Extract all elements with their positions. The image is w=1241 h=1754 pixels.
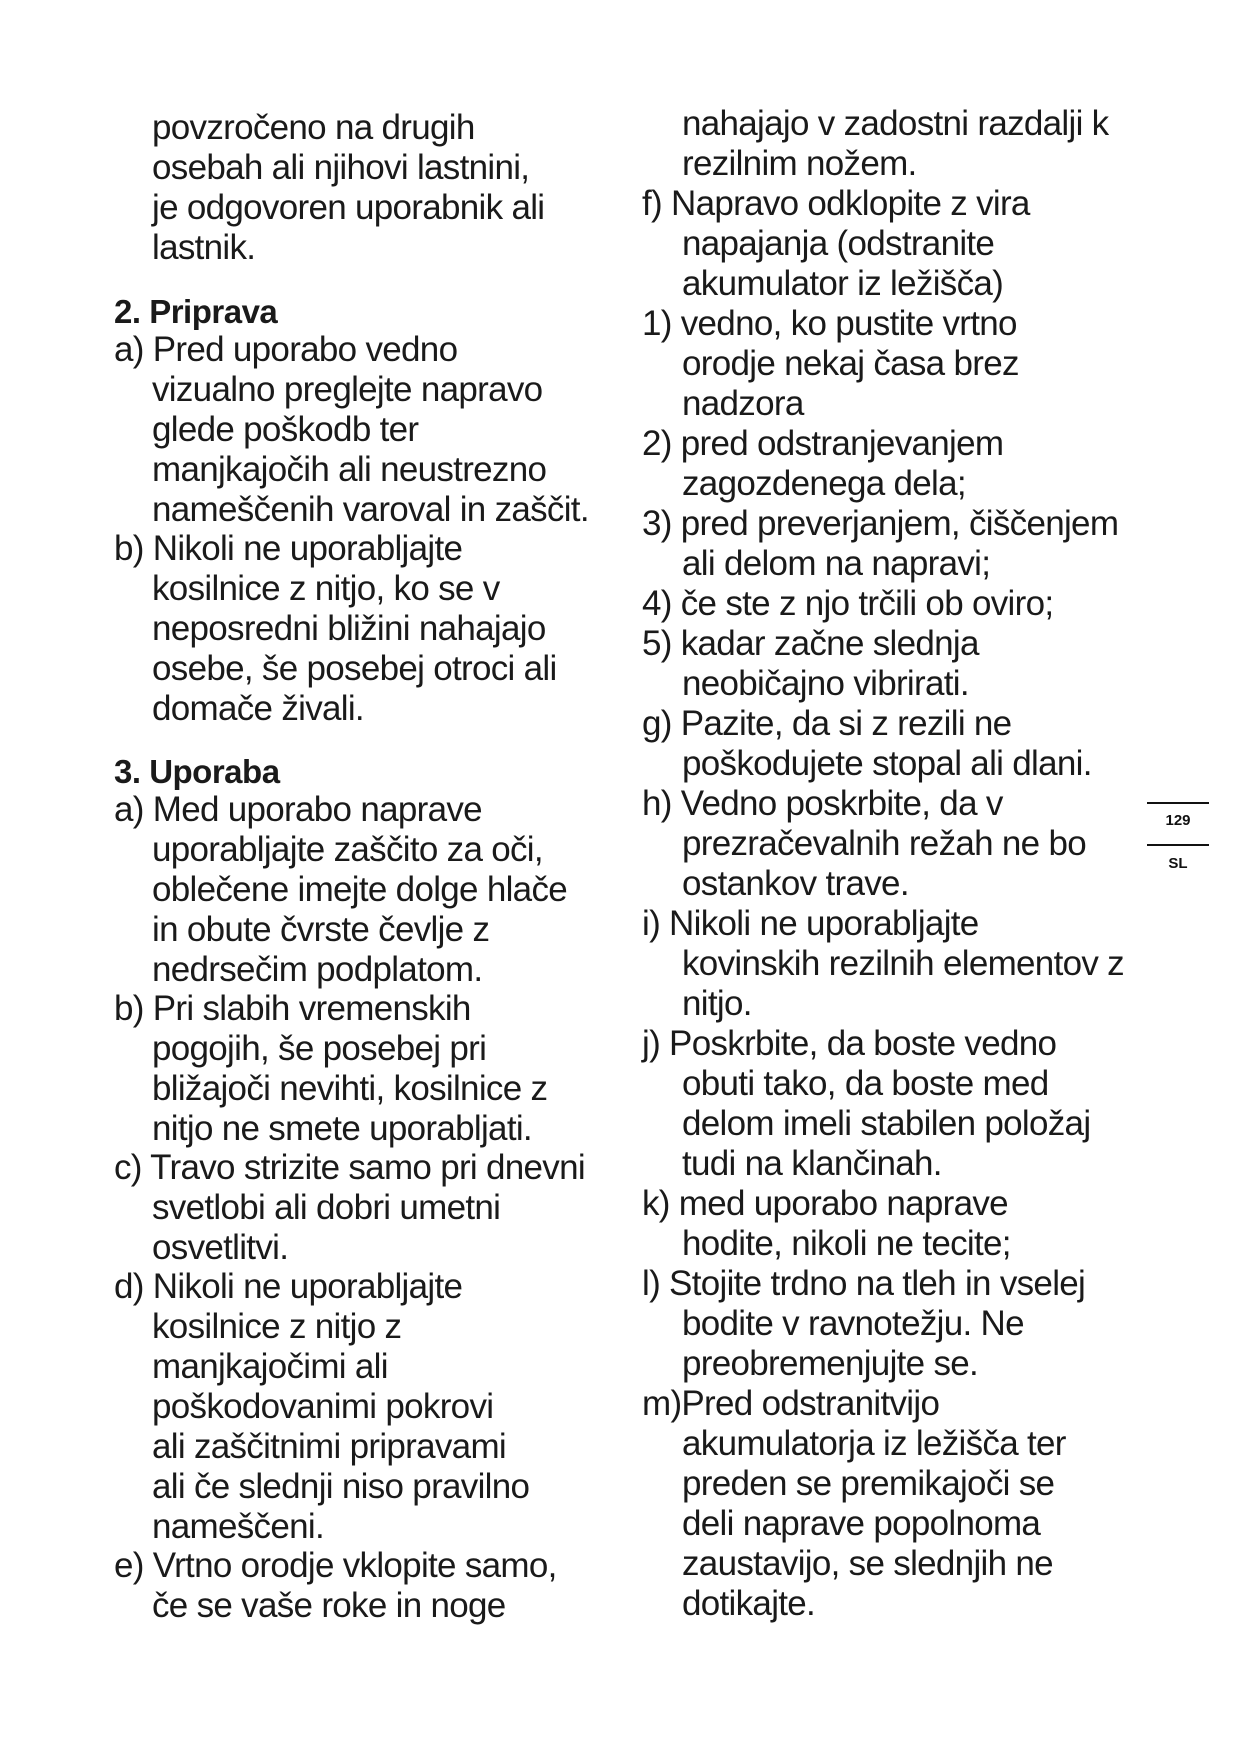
- text-line: nahajajo v zadostni razdalji k: [682, 104, 1109, 143]
- text-line: akumulatorja iz ležišča ter: [682, 1424, 1066, 1463]
- text-line: a) Med uporabo naprave: [114, 790, 482, 829]
- text-line: nadzora: [682, 384, 804, 423]
- text-line: g) Pazite, da si z rezili ne: [642, 704, 1012, 743]
- text-line: ostankov trave.: [682, 864, 909, 903]
- divider: [1147, 844, 1209, 846]
- text-line: obuti tako, da boste med: [682, 1064, 1049, 1103]
- text-line: neposredni bližini nahajajo: [152, 609, 546, 648]
- text-line: manjkajočimi ali: [152, 1347, 388, 1386]
- text-line: bližajoči nevihti, kosilnice z: [152, 1069, 548, 1108]
- text-line: zagozdenega dela;: [682, 464, 966, 503]
- text-line: in obute čvrste čevlje z: [152, 910, 490, 949]
- text-line: l) Stojite trdno na tleh in vselej: [642, 1264, 1086, 1303]
- text-line: preobremenjujte se.: [682, 1344, 979, 1383]
- text-line: deli naprave popolnoma: [682, 1504, 1041, 1543]
- text-line: prezračevalnih režah ne bo: [682, 824, 1087, 863]
- text-line: vizualno preglejte napravo: [152, 370, 543, 409]
- text-line: delom imeli stabilen položaj: [682, 1104, 1091, 1143]
- text-line: nedrsečim podplatom.: [152, 950, 483, 989]
- text-line: zaustavijo, se slednjih ne: [682, 1544, 1053, 1583]
- text-line: 1) vedno, ko pustite vrtno: [642, 304, 1017, 343]
- text-line: lastnik.: [152, 228, 256, 267]
- text-line: 3) pred preverjanjem, čiščenjem: [642, 504, 1119, 543]
- text-line: h) Vedno poskrbite, da v: [642, 784, 1003, 823]
- text-line: poškodujete stopal ali dlani.: [682, 744, 1092, 783]
- page-number: 129: [1165, 812, 1191, 829]
- text-line: ali delom na napravi;: [682, 544, 991, 583]
- text-line: m)Pred odstranitvijo: [642, 1384, 940, 1423]
- text-line: e) Vrtno orodje vklopite samo,: [114, 1546, 557, 1585]
- text-line: oblečene imejte dolge hlače: [152, 870, 568, 909]
- text-line: c) Travo strizite samo pri dnevni: [114, 1148, 585, 1187]
- text-line: 4) če ste z njo trčili ob oviro;: [642, 584, 1054, 623]
- section-heading-uporaba: 3. Uporaba: [114, 753, 280, 790]
- text-line: akumulator iz ležišča): [682, 264, 1004, 303]
- text-line: uporabljajte zaščito za oči,: [152, 830, 543, 869]
- text-line: manjkajočih ali neustrezno: [152, 450, 547, 489]
- text-line: f) Napravo odklopite z vira: [642, 184, 1030, 223]
- text-line: k) med uporabo naprave: [642, 1184, 1008, 1223]
- text-line: glede poškodb ter: [152, 410, 419, 449]
- text-line: je odgovoren uporabnik ali: [152, 188, 545, 227]
- section-heading-priprava: 2. Priprava: [114, 293, 278, 330]
- text-line: nameščenih varoval in zaščit.: [152, 490, 589, 529]
- text-line: kovinskih rezilnih elementov z: [682, 944, 1124, 983]
- text-line: nitjo.: [682, 984, 752, 1023]
- text-line: hodite, nikoli ne tecite;: [682, 1224, 1011, 1263]
- text-line: d) Nikoli ne uporabljajte: [114, 1267, 463, 1306]
- text-line: kosilnice z nitjo z: [152, 1307, 402, 1346]
- text-line: preden se premikajoči se: [682, 1464, 1055, 1503]
- text-line: b) Pri slabih vremenskih: [114, 989, 471, 1028]
- text-line: b) Nikoli ne uporabljajte: [114, 529, 463, 568]
- text-line: domače živali.: [152, 689, 364, 728]
- text-line: osebe, še posebej otroci ali: [152, 649, 557, 688]
- text-line: bodite v ravnotežju. Ne: [682, 1304, 1024, 1343]
- text-line: nitjo ne smete uporabljati.: [152, 1109, 532, 1148]
- text-line: kosilnice z nitjo, ko se v: [152, 569, 500, 608]
- text-line: dotikajte.: [682, 1584, 816, 1623]
- text-line: nameščeni.: [152, 1507, 324, 1546]
- text-line: povzročeno na drugih: [152, 108, 475, 147]
- text-line: 5) kadar začne slednja: [642, 624, 979, 663]
- text-line: a) Pred uporabo vedno: [114, 330, 458, 369]
- text-line: osvetlitvi.: [152, 1228, 289, 1267]
- divider: [1147, 802, 1209, 804]
- text-line: j) Poskrbite, da boste vedno: [642, 1024, 1057, 1063]
- text-line: tudi na klančinah.: [682, 1144, 942, 1183]
- text-line: svetlobi ali dobri umetni: [152, 1188, 501, 1227]
- text-line: orodje nekaj časa brez: [682, 344, 1019, 383]
- text-line: osebah ali njihovi lastnini,: [152, 148, 530, 187]
- language-code: SL: [1168, 855, 1188, 872]
- text-line: 2) pred odstranjevanjem: [642, 424, 1004, 463]
- text-line: i) Nikoli ne uporabljajte: [642, 904, 979, 943]
- text-line: poškodovanimi pokrovi: [152, 1387, 494, 1426]
- text-line: napajanja (odstranite: [682, 224, 995, 263]
- text-line: če se vaše roke in noge: [152, 1586, 506, 1625]
- text-line: ali če slednji niso pravilno: [152, 1467, 530, 1506]
- text-line: pogojih, še posebej pri: [152, 1029, 487, 1068]
- text-line: rezilnim nožem.: [682, 144, 917, 183]
- text-line: ali zaščitnimi pripravami: [152, 1427, 506, 1466]
- text-line: neobičajno vibrirati.: [682, 664, 969, 703]
